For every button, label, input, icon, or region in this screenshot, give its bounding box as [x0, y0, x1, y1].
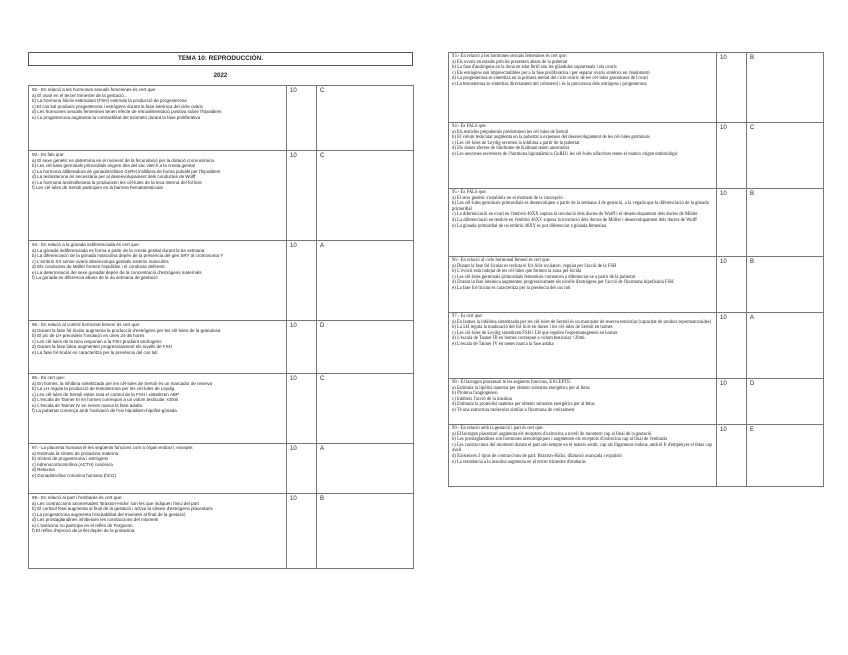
- question-line: f) La gònada es diferencia abans de la 4a setmana de gestació: [32, 275, 158, 280]
- question-line: e) La fase fol·licular es caracteritza per la presència del cos luti: [32, 349, 158, 355]
- question-row: [29, 494, 414, 569]
- question-text: [449, 257, 717, 313]
- question-line: f) Les cèl·lules de Sertoli participen en la barrera hematotesticular: [32, 185, 164, 190]
- question-line: 99.- En relació amb la gestació i part és cert que:: [452, 426, 544, 431]
- question-line: d) Estimula la proteòlisi materna per obtenir substrats energètics per al fetus: [452, 402, 595, 408]
- question-points: 10: [717, 53, 747, 123]
- question-line: 97.- La placenta humana té les següents funcions com a òrgan endocrí, excepte:: [32, 445, 194, 450]
- question-points: 10: [287, 241, 317, 321]
- question-line: 97.- És cert que:: [452, 314, 483, 319]
- question-line: a) El sexe genètic es determina en el moment de la fecundació per la dotació cromosòmica: [32, 157, 214, 163]
- question-line: a) Durant la fase fol·licular es recluta el fol·licle ovulatori, regulat per l'acció de la FSH: [452, 263, 617, 269]
- question-line: 95.- És FALS que:: [452, 190, 487, 195]
- question-line: d) Les hormones sexuals femenines tenen efecte de retroalimentació positiva sobre l'hipotàlem: [32, 109, 222, 114]
- question-points: 10: [717, 123, 747, 189]
- question-line: 95.- En relació al control hormonal femení és cert que:: [32, 322, 141, 327]
- question-text: [449, 53, 717, 123]
- left-exam-page: [28, 52, 413, 597]
- question-line: c) Inhibeix l'acció de la insulina: [452, 396, 512, 402]
- question-line: d) La testosterona és necessària per al desenvolupament dels conductes de Wolff: [32, 174, 196, 179]
- question-line: c) El cos luti produeix progesterona i estrògens durant la fase luteínica del cicle ovàric: [32, 103, 204, 109]
- question-line: c) La hormona alliberadora de gonadotrofines GnRH s'allibera de forma pulsàtil per l'hipotàlem: [32, 168, 221, 174]
- question-text: [29, 241, 287, 321]
- question-line: 93.- Es fals que:: [32, 152, 65, 157]
- question-text: [449, 313, 717, 379]
- question-line: e) La testosterona se sintetitza directament del colesterol i és la precursora dels estrògens i progesterona: [452, 81, 647, 87]
- question-answer: B: [317, 494, 414, 569]
- question-text: [449, 425, 717, 487]
- question-row: [449, 379, 824, 425]
- question-points: 10: [287, 494, 317, 569]
- question-answer: D: [747, 379, 824, 425]
- question-line: 94.- En relació a la gònada indiferenciada és cert que:: [32, 242, 140, 247]
- question-line: a) Estimula la síntesi de prolactina materna: [32, 450, 119, 456]
- question-line: c) Les cèl·lules de Leydig sintetitzen FSH i LH que regulen l'espermatogènesi en homes: [452, 330, 618, 336]
- exam-title: TEMA 10: REPRODUCCIÓN.: [28, 52, 413, 66]
- question-line: b) Síntesi de progesterona i estrògens: [32, 456, 109, 461]
- question-text: [449, 189, 717, 257]
- question-line: b) El volum testicular augmenta en la pubertat a expenses del desenvolupament de les cèl·lules germinals: [452, 135, 650, 141]
- question-points: 10: [717, 189, 747, 257]
- question-line: a) El ovari en el tercer trimestre de la gestació...: [32, 92, 128, 98]
- question-line: 98.- El lactogen placentari té les següents funcions, EXCEPTE:: [452, 380, 572, 385]
- question-line: d) Les prostaglandines inhibeixen les contraccions del miometri: [32, 517, 159, 522]
- question-points: 10: [287, 374, 317, 444]
- question-answer: A: [317, 444, 414, 494]
- question-answer: C: [317, 374, 414, 444]
- question-line: a) Estimula la lipòlisi materna per obtenir substrats energètics per al fetus: [452, 385, 590, 391]
- question-points: 10: [287, 444, 317, 494]
- question-line: 96.- En relació al cicle hormonal femení és cert que:: [452, 258, 551, 263]
- question-line: c) La progesterona augmenta l'excitabilitat del miometri al final de la gestació: [32, 511, 186, 517]
- question-text: [29, 494, 287, 569]
- question-text: [29, 151, 287, 241]
- question-line: a) El sexe genètic s'estableix en el moment de la concepció: [452, 195, 563, 201]
- question-line: e) La progesterona augmenta la contractilitat del miometri durant la fase proliferativa: [32, 114, 201, 120]
- question-line: b) Les prostaglandines són hormones uterotròpiques i augmenten els receptors d'oxitocina cap al final de l'embaràs: [452, 437, 668, 443]
- question-line: b) La hormona folicle estimulant (FSH) estimula la producció de progesterona: [32, 98, 187, 103]
- question-answer: C: [747, 123, 824, 189]
- question-line: a) Els testicles prepuberals predominen les cèl·lules de Sertoli: [452, 129, 569, 135]
- question-line: e) La determinació del sexe gonadal depèn de la concentració d'estrògens maternals: [32, 269, 202, 275]
- question-row: [29, 241, 414, 321]
- question-line: d) Els dones afectes de Síndrome de Kallman tenen anosmòria: [452, 146, 570, 152]
- question-line: a) La gònada indiferenciada es forma a partir de la cresta genital durant la 5a setmana: [32, 247, 205, 253]
- question-points: 10: [287, 86, 317, 151]
- question-answer: B: [747, 257, 824, 313]
- right-question-table: [448, 52, 824, 487]
- question-line: d) L'escala de Tanner III en homes correspon a un volum testicular >20ml: [32, 397, 179, 402]
- question-line: e) L'escala de Tanner IV en nenes marca la fase adulta: [452, 341, 554, 347]
- question-line: 93.- En relació a les hormones sexuals femenines és cert que:: [452, 54, 567, 59]
- question-line: c) Les cèl·lules de Leydig secreten la inhibina a partir de la pubertat: [452, 140, 580, 146]
- question-answer: C: [317, 86, 414, 151]
- question-line: a) Els ovaris en estadis prèvies presenten abans de la pubertat: [452, 59, 568, 65]
- question-row: [29, 321, 414, 374]
- question-points: 10: [287, 321, 317, 374]
- question-answer: A: [747, 313, 824, 379]
- question-row: [449, 53, 824, 123]
- question-line: c) Les cèl·lules de Sertoli estan sota el control de la FSH i sintetitzen ABP: [32, 391, 179, 397]
- question-line: b) La diferenciació de la gònada masculina depèn de la presència del gen SRY al cromosoma Y: [32, 253, 224, 258]
- question-points: 10: [717, 425, 747, 487]
- question-line: b) La fase d'andrògens en la dona en edat fèrtil són les glàndules suprarenals i els ovaris: [452, 65, 617, 71]
- question-line: b) Promou l'angiogènesi: [452, 391, 498, 397]
- question-line: d) Relaxina: [32, 467, 55, 472]
- question-line: b) Les cèl·lules germinals primordials migren des del sac vitel·lí a la cresta genital: [32, 163, 195, 168]
- question-line: d) Durant la fase lútea augmenten progressivament els nivells de FSH: [32, 344, 172, 349]
- question-line: a) Les contraccions anomenades 'Braxton-Hicks' són les que indiquen l'inici del part: [32, 500, 199, 506]
- question-row: [449, 313, 824, 379]
- question-line: b) El pic de LH precedeix l'ovulació en unes 24-36 hores: [32, 333, 145, 338]
- question-text: [29, 86, 287, 151]
- question-line: f) La pubertat comença amb l'activació de l'eix hipotàlem-hipòfisi-gònada: [32, 408, 177, 413]
- question-row: [29, 86, 414, 151]
- question-row: [449, 257, 824, 313]
- question-points: 10: [287, 151, 317, 241]
- question-line: a) En homes, la inhibina sintetitzada per les cèl·lules de Sertoli és un marcador de reserva: [32, 380, 213, 386]
- question-line: e) La hormona antimülleriana la produeixen les cèl·lules de la teca interna del fol·licle: [32, 179, 202, 185]
- question-points: 10: [717, 257, 747, 313]
- question-answer: E: [747, 425, 824, 487]
- question-line: b) El cortisol fetal augmenta al final de la gestació i activa la síntesi d'estrògens placentaris: [32, 506, 213, 511]
- question-text: [29, 321, 287, 374]
- question-line: f) El reflex d'ejecció de la llet depèn de la prolactina: [32, 528, 135, 533]
- question-line: b) L'ovòcit està rodejat de les cèl·lules que formen la zona pel·lúcida: [452, 269, 582, 275]
- question-line: 94.- És FALS que:: [452, 124, 487, 129]
- question-points: 10: [717, 379, 747, 425]
- question-line: c) La diferenciació en ovari en l'embrió 46XX suposa la involució dels ductes de Wolff i el desenvolupament dels ductes de Müller: [452, 212, 698, 218]
- question-line: e) L'escala de Tanner IV en nenes marca la fase adulta: [32, 402, 142, 408]
- question-line: d) Els conductes de Müller formen l'epidídim i el conducte deferent: [32, 264, 165, 269]
- question-answer: B: [747, 189, 824, 257]
- question-row: [29, 374, 414, 444]
- question-line: 92.- En relació a les hormones sexuals femenines és cert que:: [32, 87, 157, 92]
- right-exam-page: [448, 52, 823, 486]
- question-answer: B: [747, 53, 824, 123]
- question-row: [449, 123, 824, 189]
- question-line: e) La fase fol·licular es caracteritza per la presència del cos luti: [452, 285, 571, 291]
- question-line: 96.- És cert que:: [32, 375, 66, 380]
- question-line: e) Les neurones secretores de l'hormona hipotalàmica GnRH i les cèl·lules olfactives tenen el mateix origen embriològic: [452, 151, 679, 157]
- question-row: [29, 151, 414, 241]
- question-line: e) Gonadotrofina coriònica humana (hCG): [32, 472, 117, 478]
- question-line: b) La LH regula la producció de testosterona per les cèl·lules de Leydig: [32, 386, 175, 391]
- question-answer: D: [317, 321, 414, 374]
- question-line: d) L'escala de Tanner III en homes correspon a volum testicular >20ml.: [452, 336, 586, 342]
- question-text: [29, 444, 287, 494]
- question-line: d) La progesterona se sintetitza en la primera meitat del cicle ovàric de les cèl·lules granuloses de l'ovari: [452, 76, 648, 82]
- question-line: a) En homes la inhibina sintetitzada per les cèl·lules de Sertoli és un marcador de reserva testicular (capacitat de produir espermatozoides): [452, 319, 712, 325]
- question-text: [449, 379, 717, 425]
- question-line: e) L'oxitocina no participa en el reflex de Ferguson: [32, 522, 133, 528]
- question-line: a) El lactogen placentari augmenta els receptors d'oxitocina a nivell de miometri cap al final de la gestació: [452, 431, 652, 437]
- question-line: e) Té una estructura molecular similar a l'hormona de creixement: [452, 407, 575, 413]
- question-row: [29, 444, 414, 494]
- question-line: c) Les cèl·lules germinals primordials femenines comencen a diferenciar-se a partir de la pubertat: [452, 274, 636, 280]
- question-line: c) Les cèl·lules de la teca responen a la FSH produint androgens: [32, 338, 162, 344]
- question-line: c) Les contraccions del miometri durant el part són sempre en el mateix sentit, cap als lligaments rodons, amb el fi d'empènyer el fetus cap avall: [452, 442, 712, 454]
- question-text: [449, 123, 717, 189]
- question-line: d) Existeixen 3 tipus de contraccions de part: Braxton-Hicks, dilatació avançada i expulsió: [452, 453, 622, 459]
- question-line: b) La LH regula la maduració del fol·licle en dones i les cèl·lules de Sertoli en homes: [452, 325, 613, 331]
- question-row: [449, 189, 824, 257]
- question-line: d) La diferenciació en testicle en l'embrió 46XY suposa la involució dels ductes de Müller i desenvolupament dels ductes de Wolff: [452, 217, 697, 223]
- question-line: d) Durant la fase luteínica augmenten progressivament els nivells d'estrògens per l'acció de l'hormona hipofisària FSH: [452, 280, 674, 286]
- question-points: 10: [717, 313, 747, 379]
- question-line: c) L'embrió XX sense ovaris desenvolupa genitals externs masculins: [32, 258, 169, 264]
- question-row: [449, 425, 824, 487]
- question-line: 98.- En relació al part i l'embaràs és cert que:: [32, 495, 123, 500]
- question-line: e) La resistència a la insulina augmenta en el tercer trimestre d'embaràs: [452, 459, 586, 465]
- left-question-table: [28, 85, 414, 569]
- question-line: a) Durant la fase fol·licular augmenta la producció d'estrògens per les cèl·lules de la granulosa: [32, 327, 221, 333]
- question-line: e) La gònada primordial de un embrió 46XY es pot diferenciar a gònada femenina: [452, 223, 607, 229]
- question-line: b) Les cèl·lules germinals primordials es desenvolupen a partir de la setmana 4 de gestació, a la vegada que la diferenciació de la gònada primordial: [452, 201, 709, 212]
- question-text: [29, 374, 287, 444]
- question-line: c) Els estrògens són imprescindibles per a la fase proliferativa i per separar ovaris sintètics en l'endometri: [452, 70, 650, 76]
- question-line: c) Adrenocorticotrofina (ACTH) coriònica: [32, 461, 113, 467]
- question-answer: C: [317, 151, 414, 241]
- exam-year: 2022: [213, 72, 228, 79]
- question-answer: A: [317, 241, 414, 321]
